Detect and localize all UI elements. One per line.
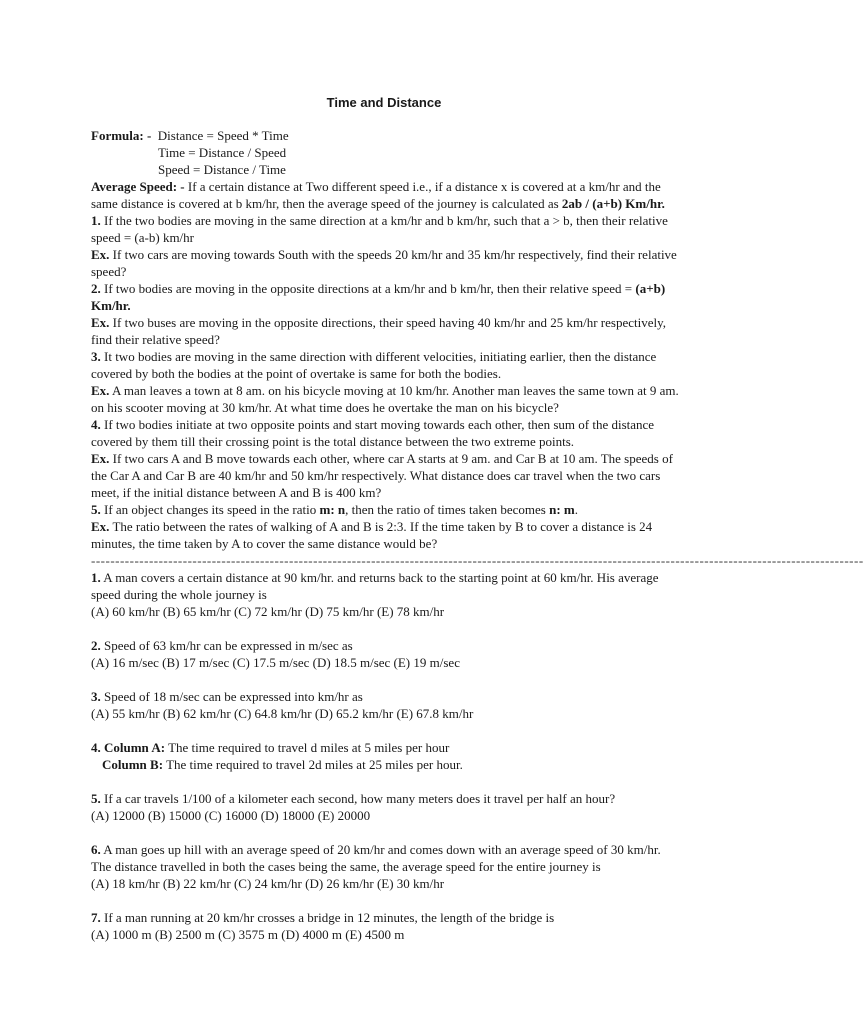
average-speed-label: Average Speed: - — [91, 179, 185, 194]
example-text: If two buses are moving in the opposite directions, their speed having 40 km/hr and 25 km/hr respectively, find their relative speed? — [91, 315, 667, 347]
rule-text: , then the ratio of times taken becomes — [345, 502, 546, 517]
question-options: (A) 18 km/hr (B) 22 km/hr (C) 24 km/hr (D) 26 km/hr (E) 30 km/hr — [91, 876, 445, 891]
question-2 — [91, 637, 683, 671]
question-options: (A) 16 m/sec (B) 17 m/sec (C) 17.5 m/sec (D) 18.5 m/sec (E) 19 m/sec — [91, 655, 460, 670]
rule-5 — [91, 501, 683, 518]
average-speed-paragraph — [91, 178, 683, 212]
column-b-label: Column B: — [102, 757, 164, 772]
average-speed-text: If a certain distance at Two different speed i.e., if a distance x is covered at a km/hr and the same distance is covered at b km/hr, then the average speed of the journey is calculated as — [91, 179, 661, 211]
rule-3 — [91, 348, 683, 382]
rule-formula: (a+b) Km/hr. — [91, 281, 666, 313]
question-number: 1. — [91, 570, 101, 585]
example-text: A man leaves a town at 8 am. on his bicycle moving at 10 km/hr. Another man leaves the same town at 9 am. on his scooter moving at 30 km/hr. At what time does he overtake the man on his bicycle? — [91, 383, 679, 415]
question-number: 6. — [91, 842, 101, 857]
rule-4-example — [91, 450, 683, 501]
question-number: 7. — [91, 910, 101, 925]
ratio-time: n: m — [549, 502, 575, 517]
section-divider: ---------------------------------------------------------------------------------------------------------------------------------------------------------------- — [91, 553, 864, 568]
question-options: (A) 12000 (B) 15000 (C) 16000 (D) 18000 (E) 20000 — [91, 808, 371, 823]
question-options: (A) 55 km/hr (B) 62 km/hr (C) 64.8 km/hr (D) 65.2 km/hr (E) 67.8 km/hr — [91, 706, 474, 721]
rule-number: 2. — [91, 281, 101, 296]
formula-distance: Distance = Speed * Time — [157, 128, 289, 143]
question-3 — [91, 688, 683, 722]
question-text: Speed of 63 km/hr can be expressed in m/sec as — [104, 638, 353, 653]
column-b-text: The time required to travel 2d miles at 25 miles per hour. — [166, 757, 463, 772]
question-number: 3. — [91, 689, 101, 704]
formula-line-1 — [91, 127, 683, 144]
formula-speed: Speed = Distance / Time — [158, 162, 286, 177]
rule-text: If two bodies initiate at two opposite points and start moving towards each other, then sum of the distance covered by them till their crossing point is the total distance between the two extreme points. — [91, 417, 655, 449]
question-number: 5. — [91, 791, 101, 806]
question-1 — [91, 569, 683, 620]
question-5 — [91, 790, 683, 824]
average-speed-formula: 2ab / (a+b) Km/hr. — [561, 196, 665, 211]
example-text: If two cars are moving towards South with the speeds 20 km/hr and 35 km/hr respectively, find their relative speed? — [91, 247, 677, 279]
rule-5-example — [91, 518, 683, 552]
question-7 — [91, 909, 683, 943]
rule-2-example — [91, 314, 683, 348]
document-body — [91, 127, 864, 943]
formula-time: Time = Distance / Speed — [158, 145, 287, 160]
rule-number: 5. — [91, 502, 101, 517]
example-label: Ex. — [91, 451, 110, 466]
example-label: Ex. — [91, 247, 110, 262]
example-label: Ex. — [91, 315, 110, 330]
question-text: A man goes up hill with an average speed of 20 km/hr and comes down with an average speed of 30 km/hr. The distance travelled in both the cases being the same, the average speed for the entire journey is — [91, 842, 661, 874]
rule-text: . — [574, 502, 579, 517]
rule-number: 1. — [91, 213, 101, 228]
question-number: 2. — [91, 638, 101, 653]
question-options: (A) 60 km/hr (B) 65 km/hr (C) 72 km/hr (D) 75 km/hr (E) 78 km/hr — [91, 604, 445, 619]
column-a-label: Column A: — [104, 740, 166, 755]
example-text: The ratio between the rates of walking of A and B is 2:3. If the time taken by B to cover a distance is 24 minutes, the time taken by A to cover the same distance would be? — [91, 519, 653, 551]
rule-text: If two bodies are moving in the opposite directions at a km/hr and b km/hr, then their relative speed = — [104, 281, 633, 296]
example-label: Ex. — [91, 383, 110, 398]
question-text: A man covers a certain distance at 90 km/hr. and returns back to the starting point at 60 km/hr. His average speed during the whole journey is — [91, 570, 659, 602]
formula-label: Formula: - — [91, 128, 152, 143]
question-text: If a car travels 1/100 of a kilometer each second, how many meters does it travel per half an hour? — [104, 791, 616, 806]
rule-4 — [91, 416, 683, 450]
question-6 — [91, 841, 683, 892]
rule-text: If an object changes its speed in the ratio — [104, 502, 317, 517]
rule-number: 4. — [91, 417, 101, 432]
example-text: If two cars A and B move towards each other, where car A starts at 9 am. and Car B at 10 am. The speeds of the Car A and Car B are 40 km/hr and 50 km/hr respectively. What distance does car travel when the two cars meet, if the initial distance between A and B is 400 km? — [91, 451, 673, 500]
example-label: Ex. — [91, 519, 110, 534]
rule-3-example — [91, 382, 683, 416]
question-text: If a man running at 20 km/hr crosses a bridge in 12 minutes, the length of the bridge is — [104, 910, 555, 925]
rule-1-example — [91, 246, 683, 280]
question-4 — [91, 739, 683, 773]
rule-text: If the two bodies are moving in the same direction at a km/hr and b km/hr, such that a > b, then their relative speed = (a-b) km/hr — [91, 213, 668, 245]
question-text: Speed of 18 m/sec can be expressed into km/hr as — [104, 689, 363, 704]
rule-text: It two bodies are moving in the same direction with different velocities, initiating earlier, then the distance covered by both the bodies at the point of overtake is same for both the bodies. — [91, 349, 657, 381]
rule-2 — [91, 280, 683, 314]
rule-number: 3. — [91, 349, 101, 364]
ratio-speed: m: n — [319, 502, 346, 517]
column-a-text: The time required to travel d miles at 5 miles per hour — [168, 740, 450, 755]
question-options: (A) 1000 m (B) 2500 m (C) 3575 m (D) 4000 m (E) 4500 m — [91, 927, 405, 942]
page-title: Time and Distance — [326, 95, 442, 110]
rule-1 — [91, 212, 683, 246]
question-number: 4. — [91, 740, 101, 755]
